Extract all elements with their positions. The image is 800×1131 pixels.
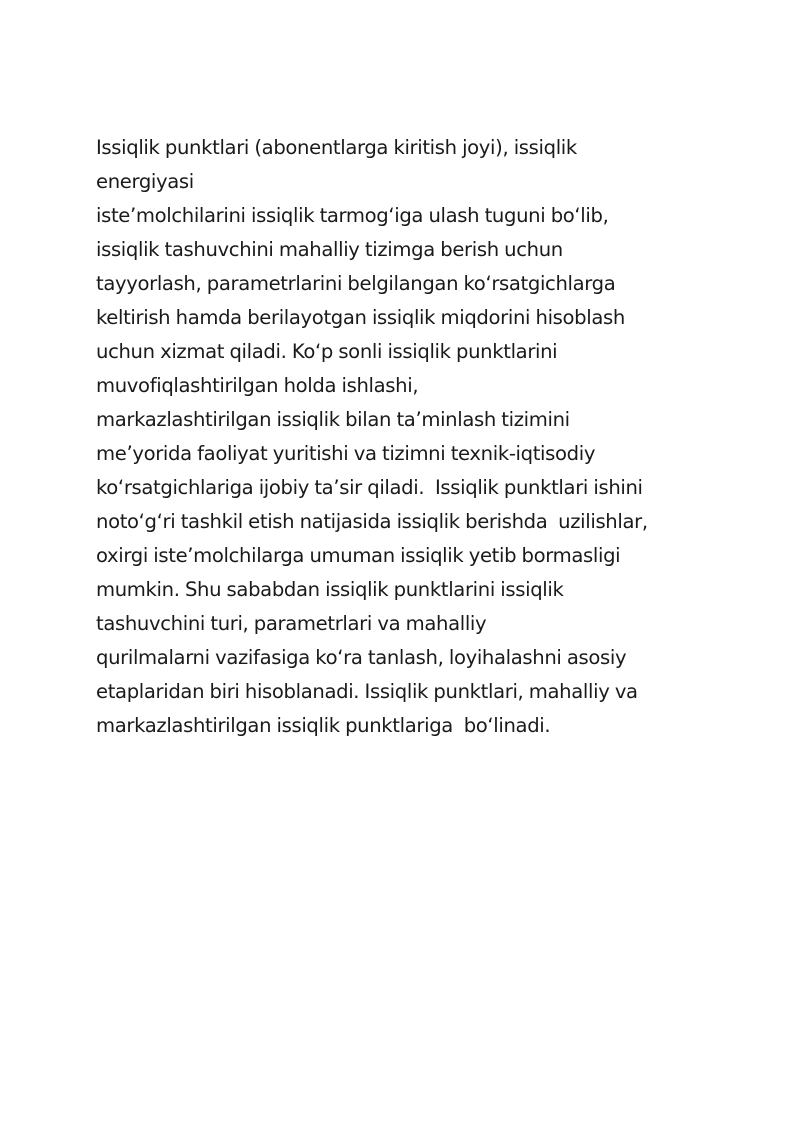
text-line: energiyasi [96,170,194,193]
text-line: oxirgi iste’molchilarga umuman issiqlik yetib bormasligi [96,544,621,567]
text-line: uchun xizmat qiladi. Ko‘p sonli issiqlik punktlarini [96,340,558,363]
text-line: tashuvchini turi, parametrlari va mahalliy [96,612,487,635]
text-line: me’yorida faoliyat yuritishi va tizimni texnik-iqtisodiy [96,442,596,465]
body-paragraph [96,131,736,743]
text-line: mumkin. Shu sababdan issiqlik punktlarini issiqlik [96,578,564,601]
text-line: ko‘rsatgichlariga ijobiy ta’sir qiladi. Issiqlik punktlari ishini [96,476,643,499]
text-line: muvofiqlashtirilgan holda ishlashi, [96,374,419,397]
text-line: tayyorlash, parametrlarini belgilangan ko‘rsatgichlarga [96,272,616,295]
text-line: markazlashtirilgan issiqlik punktlariga bo‘linadi. [96,714,551,737]
text-line: iste’molchilarini issiqlik tarmog‘iga ulash tuguni bo‘lib, [96,204,609,227]
text-line: etaplaridan biri hisoblanadi. Issiqlik punktlari, mahalliy va [96,680,638,703]
text-line: qurilmalarni vazifasiga ko‘ra tanlash, loyihalashni asosiy [96,646,627,669]
text-line: Issiqlik punktlari (abonentlarga kiritish joyi), issiqlik [96,136,577,159]
text-line: noto‘g‘ri tashkil etish natijasida issiqlik berishda uzilishlar, [96,510,648,533]
text-line: markazlashtirilgan issiqlik bilan ta’minlash tizimini [96,408,570,431]
text-line: issiqlik tashuvchini mahalliy tizimga berish uchun [96,238,563,261]
text-line: keltirish hamda berilayotgan issiqlik miqdorini hisoblash [96,306,625,329]
